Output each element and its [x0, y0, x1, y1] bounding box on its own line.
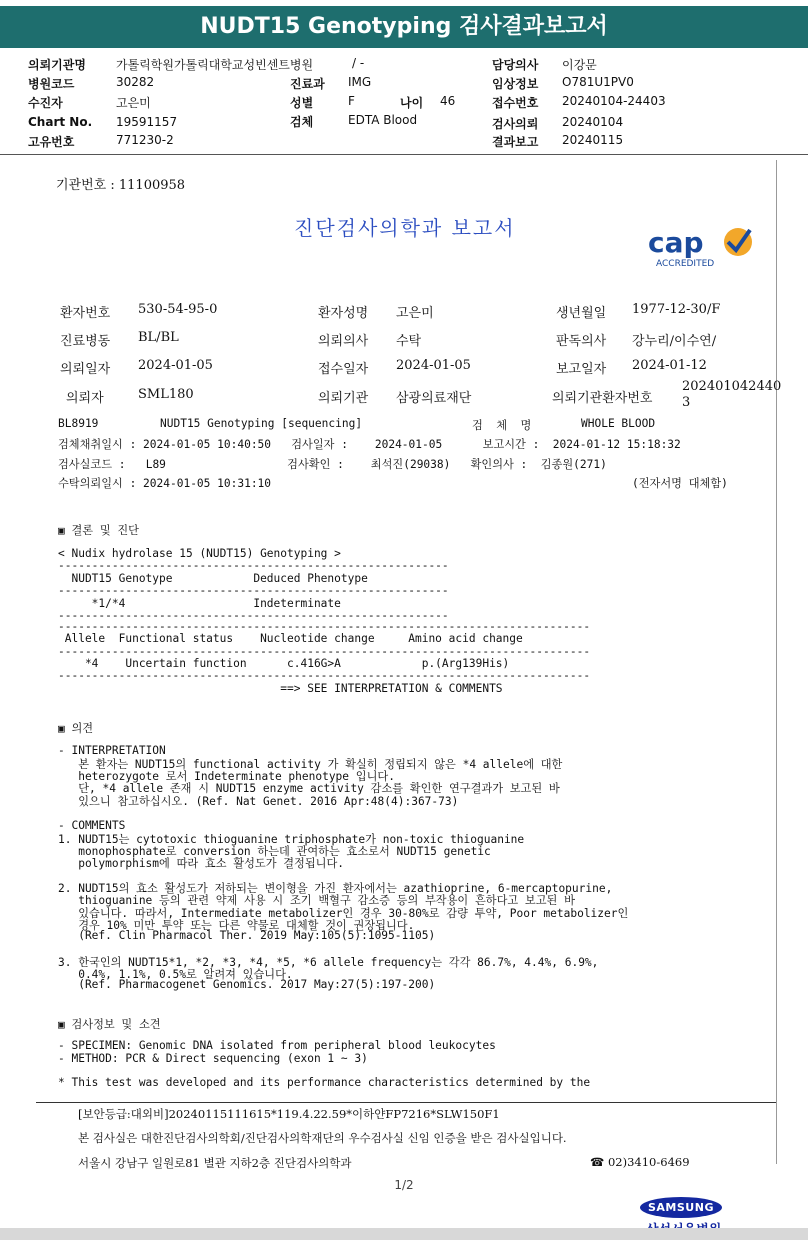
info-label-result: 결과보고 [492, 135, 539, 149]
info-value-specimen: EDTA Blood [348, 113, 418, 127]
info-label-3: 수진자 [28, 96, 63, 110]
patient-label: 접수일자 [318, 362, 369, 377]
info-label-4: Chart No. [28, 115, 93, 129]
patient-label: 환자번호 [60, 306, 111, 321]
opinion-line: 본 환자는 NUDT15의 functional activity 가 확실히 정립되지 않은 *4 allele에 대한 [58, 758, 563, 771]
result-line: ---------------------------------------------------------- [58, 559, 449, 572]
info-line: - SPECIMEN: Genomic DNA isolated from peripheral blood leukocytes [58, 1039, 496, 1052]
patient-label: 판독의사 [556, 334, 607, 349]
patient-value: 2024-01-12 [632, 358, 707, 373]
result-line: *1/*4 Indeterminate [58, 597, 341, 610]
security-line: [보안등급:대외비]20240115111615*119.4.22.59*이하얀FP7216*SLW150F1 [78, 1107, 500, 1121]
phone: ☎ 02)3410-6469 [590, 1155, 690, 1169]
result-line: < Nudix hydrolase 15 (NUDT15) Genotyping > [58, 547, 341, 560]
certification-text: 본 검사실은 대한진단검사의학회/진단검사의학재단의 우수검사실 신임 인증을 받은 검사실입니다. [78, 1131, 567, 1145]
info-label-dept: 진료과 [290, 77, 325, 91]
opinion-line: polymorphism에 따라 효소 활성도가 결정됩니다. [58, 857, 345, 870]
section-opinion: ▣ 의견 [58, 722, 94, 735]
info-line: * This test was developed and its performance characteristics determined by the [58, 1076, 591, 1089]
opinion-line: thioguanine 등의 관련 약제 사용 시 조기 백혈구 감소증 등의 부작용이 흔하다고 보고된 바 [58, 894, 575, 907]
info-value-2: 30282 [116, 75, 155, 89]
specimen-value: WHOLE BLOOD [581, 417, 656, 430]
info-label-sex: 성별 [290, 96, 314, 110]
patient-value: 1977-12-30/F [632, 302, 721, 317]
info-value-receipt: 20240104-24403 [562, 94, 666, 108]
patient-value: 삼광의료재단 [396, 391, 472, 406]
info-label-1: 의뢰기관명 [28, 58, 86, 72]
opinion-line: (Ref. Pharmacogenet Genomics. 2017 May:27(5):197-200) [58, 978, 436, 991]
patient-value: 수탁 [396, 334, 422, 349]
result-line: ---------------------------------------------------------- [58, 584, 449, 597]
patient-value: 530-54-95-0 [138, 302, 218, 317]
address: 서울시 강남구 일원로81 별관 지하2층 진단검사의학과 [78, 1156, 352, 1170]
info-value-age: 46 [440, 94, 456, 108]
info-value-1: 가톨릭학원가톨릭대학교성빈센트병원 [116, 58, 314, 72]
patient-value: 202401042440 [682, 379, 782, 394]
result-line: *4 Uncertain function c.416G>A p.(Arg139His) [58, 657, 510, 670]
cap-text: cap [648, 226, 704, 259]
patient-value: BL/BL [138, 330, 179, 345]
patient-label: 의뢰기관 [318, 391, 369, 406]
header-divider [0, 154, 808, 155]
test-name: NUDT15 Genotyping [sequencing] [160, 417, 363, 430]
info-value-5: 771230-2 [116, 133, 174, 147]
page-number: 1/2 [394, 1178, 414, 1192]
opinion-line: 1. NUDT15는 cytotoxic thioguanine triphosphate가 non-toxic thioguanine [58, 833, 525, 846]
footer-divider [36, 1102, 776, 1103]
patient-value: SML180 [138, 387, 194, 402]
test-line: 검체채취일시 : 2024-01-05 10:40:50 검사일자 : 2024-01-05 보고시간 : 2024-01-12 15:18:32 [58, 438, 681, 451]
result-line: ------------------------------------------------------------------------------- [58, 669, 591, 682]
test-line: 수탁의뢰일시 : 2024-01-05 10:31:10 [58, 477, 272, 490]
info-label-clinical: 임상정보 [492, 77, 539, 91]
info-label-receipt: 접수번호 [492, 96, 539, 110]
opinion-line: 경우 10% 미만 투약 또는 다른 약물로 대체할 것이 권장됩니다. [58, 919, 415, 932]
result-line: ------------------------------------------------------------------------------- [58, 645, 591, 658]
patient-value: 강누리/이수연/ [632, 334, 717, 349]
patient-value: 2024-01-05 [396, 358, 471, 373]
result-line: ------------------------------------------------------------------------------- [58, 620, 591, 633]
e-signature: (전자서명 대체함) [632, 477, 728, 490]
opinion-line: 3. 한국인의 NUDT15*1, *2, *3, *4, *5, *6 allele frequency는 각각 86.7%, 4.4%, 6.9%, [58, 956, 599, 969]
opinion-line: 있습니다. 따라서, Intermediate metabolizer인 경우 30-80%로 감량 투약, Poor metabolizer인 [58, 907, 629, 920]
patient-label: 의뢰기관환자번호 [552, 391, 653, 406]
section-test-info: ▣ 검사정보 및 소견 [58, 1018, 161, 1031]
info-label-5: 고유번호 [28, 135, 75, 149]
result-line: NUDT15 Genotype Deduced Phenotype [58, 572, 368, 585]
section-conclusion: ▣ 결론 및 진단 [58, 524, 139, 537]
patient-label: 의뢰의사 [318, 334, 369, 349]
opinion-line: 있으니 참고하십시오. (Ref. Nat Genet. 2016 Apr:48(4):367-73) [58, 795, 459, 808]
info-value-dept: IMG [348, 75, 372, 89]
result-line: Allele Functional status Nucleotide change Amino acid change [58, 632, 523, 645]
info-label-age: 나이 [400, 96, 424, 110]
institution-number: 기관번호 : 11100958 [56, 178, 186, 193]
patient-label: 의뢰일자 [60, 362, 111, 377]
info-value-4: 19591157 [116, 115, 178, 129]
opinion-line: monophosphate로 conversion 하는데 관여하는 효소로서 NUDT15 genetic [58, 845, 491, 858]
test-line: 검사실코드 : L89 검사확인 : 최석진(29038) 확인의사 : 김종원(271) [58, 458, 607, 471]
info-value-clinical: O781U1PV0 [562, 75, 634, 89]
test-code: BL8919 [58, 417, 99, 430]
info-value-result: 20240115 [562, 133, 624, 147]
opinion-line: heterozygote 로서 Indeterminate phenotype 입니다. [58, 770, 395, 783]
cap-accredited-logo [646, 220, 766, 270]
info-value-request: 20240104 [562, 115, 624, 129]
info-value-doctor: 이강문 [562, 58, 597, 72]
patient-label: 진료병동 [60, 334, 111, 349]
patient-label: 환자성명 [318, 306, 369, 321]
patient-label: 의뢰자 [66, 391, 104, 406]
patient-value: 3 [682, 395, 691, 410]
patient-label: 생년월일 [556, 306, 607, 321]
cap-sub: ACCREDITED [656, 259, 715, 269]
opinion-line: (Ref. Clin Pharmacol Ther. 2019 May:105(5):1095-1105) [58, 929, 436, 942]
opinion-line: - INTERPRETATION [58, 744, 166, 757]
patient-label: 보고일자 [556, 362, 607, 377]
info-label-doctor: 담당의사 [492, 58, 539, 72]
samsung-badge: SAMSUNG [640, 1197, 722, 1218]
info-label-2: 병원코드 [28, 77, 75, 91]
opinion-line: 0.4%, 1.1%, 0.5%로 알려져 있습니다. [58, 968, 293, 981]
result-line: ==> SEE INTERPRETATION & COMMENTS [58, 682, 503, 695]
info-value-sex: F [348, 94, 355, 108]
report-heading: 진단검사의학과 보고서 [294, 216, 516, 240]
patient-value: 2024-01-05 [138, 358, 213, 373]
info-label-request: 검사의뢰 [492, 117, 539, 131]
report-document [36, 160, 782, 1164]
info-value-3: 고은미 [116, 96, 151, 110]
info-sep: / - [352, 56, 365, 70]
result-line: ---------------------------------------------------------- [58, 609, 449, 622]
info-line: - METHOD: PCR & Direct sequencing (exon 1 ~ 3) [58, 1052, 368, 1065]
report-title: NUDT15 Genotyping 검사결과보고서 [200, 14, 608, 39]
patient-value: 고은미 [396, 306, 434, 321]
bottom-band [0, 1228, 808, 1240]
info-label-specimen: 검체 [290, 115, 314, 129]
opinion-line: 2. NUDT15의 효소 활성도가 저하되는 변이형을 가진 환자에서는 azathioprine, 6-mercaptopurine, [58, 882, 613, 895]
opinion-line: - COMMENTS [58, 819, 126, 832]
specimen-label: 검 체 명 [472, 419, 532, 432]
report-title-bar [0, 6, 808, 48]
opinion-line: 단, *4 allele 존재 시 NUDT15 enzyme activity 감소를 확인한 연구결과가 보고된 바 [58, 782, 560, 795]
